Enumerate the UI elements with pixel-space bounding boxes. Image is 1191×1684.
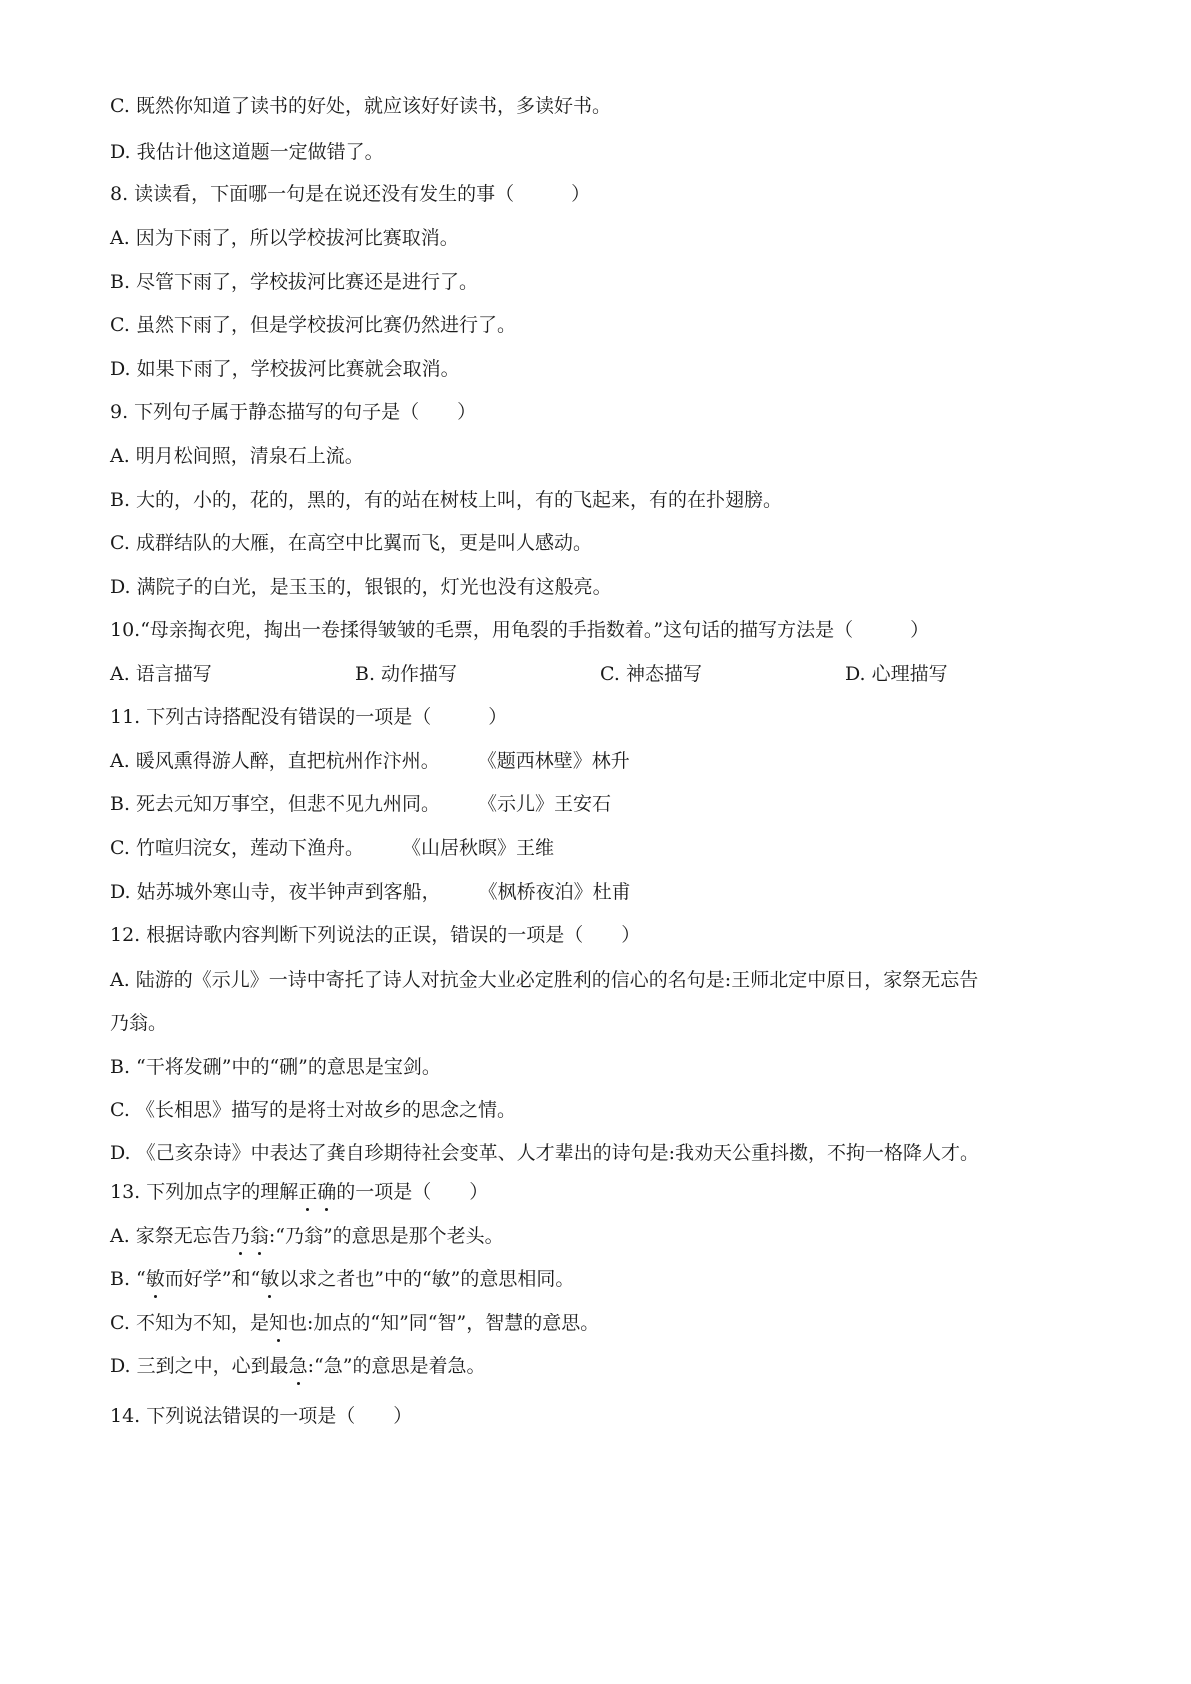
q12-option-a-line1: A. 陆游的《示儿》一诗中寄托了诗人对抗金大业必定胜利的信心的名句是:王师北定中原日，家祭无忘告 (110, 969, 979, 991)
q9-option-d: D. 满院子的白光，是玉玉的，银银的，灯光也没有这般亮。 (110, 576, 612, 598)
q13-dotted-char-2: 确 (317, 1181, 337, 1203)
q11-option-d: D. 姑苏城外寒山寺，夜半钟声到客船， 《枫桥夜泊》杜甫 (110, 881, 631, 903)
q8-option-d: D. 如果下雨了，学校拔河比赛就会取消。 (110, 358, 460, 380)
q9-option-b: B. 大的，小的，花的，黑的，有的站在树枝上叫，有的飞起来，有的在扑翅膀。 (110, 489, 783, 511)
q12-option-a-line2: 乃翁。 (110, 1012, 168, 1034)
q13-option-d (110, 1354, 486, 1378)
q13c-text-post: 也:加点的“知”同“智”，智慧的意思。 (287, 1312, 600, 1334)
q13b-dotted-char-2: 敏 (260, 1268, 280, 1290)
q9-option-c: C. 成群结队的大雁，在高空中比翼而飞，更是叫人感动。 (110, 532, 592, 554)
q13a-text-post: :“乃翁”的意思是那个老头。 (268, 1225, 504, 1247)
q13b-text-post: 以求之者也”中的“敏”的意思相同。 (279, 1268, 575, 1290)
question-12: 12. 根据诗歌内容判断下列说法的正误，错误的一项是（ ） (110, 924, 641, 946)
question-9: 9. 下列句子属于静态描写的句子是（ ） (110, 401, 477, 423)
q13b-dotted-char-1: 敏 (145, 1268, 165, 1290)
q13d-text-post: :“急”的意思是着急。 (307, 1355, 486, 1377)
q13b-text-pre: B. “ (110, 1268, 146, 1290)
q13b-text-mid: 而好学”和“ (164, 1268, 261, 1290)
q12-option-d: D. 《己亥杂诗》中表达了龚自珍期待社会变革、人才辈出的诗句是:我劝天公重抖擞，不拘一格降人才。 (110, 1142, 980, 1164)
q12-option-c: C. 《长相思》描写的是将士对故乡的思念之情。 (110, 1099, 516, 1121)
q7-option-c: C. 既然你知道了读书的好处，就应该好好读书，多读好书。 (110, 95, 611, 117)
q13-text-pre: 13. 下列加点字的理解 (110, 1181, 299, 1203)
question-13 (110, 1180, 488, 1204)
q13d-text-pre: D. 三到之中，心到最 (110, 1355, 289, 1377)
q10-options (110, 662, 1010, 686)
q10-option-b: B. 动作描写 (355, 663, 458, 685)
q13a-dotted-char-2: 翁 (249, 1225, 269, 1247)
q11-option-b: B. 死去元知万事空，但悲不见九州同。 《示儿》王安石 (110, 793, 612, 815)
q11-option-a: A. 暖风熏得游人醉，直把杭州作汴州。 《题西林壁》林升 (110, 750, 630, 772)
q13-option-a (110, 1224, 504, 1248)
q13a-text-pre: A. 家祭无忘告 (110, 1225, 231, 1247)
q8-option-a: A. 因为下雨了，所以学校拔河比赛取消。 (110, 227, 459, 249)
q13-dotted-char-1: 正 (298, 1181, 318, 1203)
q9-option-a: A. 明月松间照，清泉石上流。 (110, 445, 364, 467)
q7-option-d: D. 我估计他这道题一定做错了。 (110, 141, 384, 163)
q13c-dotted-char-1: 知 (268, 1312, 288, 1334)
question-11: 11. 下列古诗搭配没有错误的一项是（ ） (110, 706, 508, 728)
q13c-text-pre: C. 不知为不知，是 (110, 1312, 269, 1334)
q8-option-b: B. 尽管下雨了，学校拔河比赛还是进行了。 (110, 271, 479, 293)
q13-option-c (110, 1311, 599, 1335)
q13-option-b (110, 1267, 574, 1291)
q8-option-c: C. 虽然下雨了，但是学校拔河比赛仍然进行了。 (110, 314, 516, 336)
q10-option-c: C. 神态描写 (600, 663, 702, 685)
q10-option-a: A. 语言描写 (110, 663, 212, 685)
q11-option-c: C. 竹喧归浣女，莲动下渔舟。 《山居秋暝》王维 (110, 837, 554, 859)
q12-option-b: B. “干将发硎”中的“硎”的意思是宝剑。 (110, 1056, 441, 1078)
q13a-dotted-char-1: 乃 (230, 1225, 250, 1247)
question-8: 8. 读读看，下面哪一句是在说还没有发生的事（ ） (110, 183, 591, 205)
q10-option-d: D. 心理描写 (845, 663, 948, 685)
question-10: 10.“母亲掏衣兜，掏出一卷揉得皱皱的毛票，用龟裂的手指数着。”这句话的描写方法是（ ） (110, 619, 930, 641)
q13d-dotted-char-1: 急 (288, 1355, 308, 1377)
question-14: 14. 下列说法错误的一项是（ ） (110, 1405, 413, 1427)
q13-text-post: 的一项是（ ） (336, 1181, 489, 1203)
